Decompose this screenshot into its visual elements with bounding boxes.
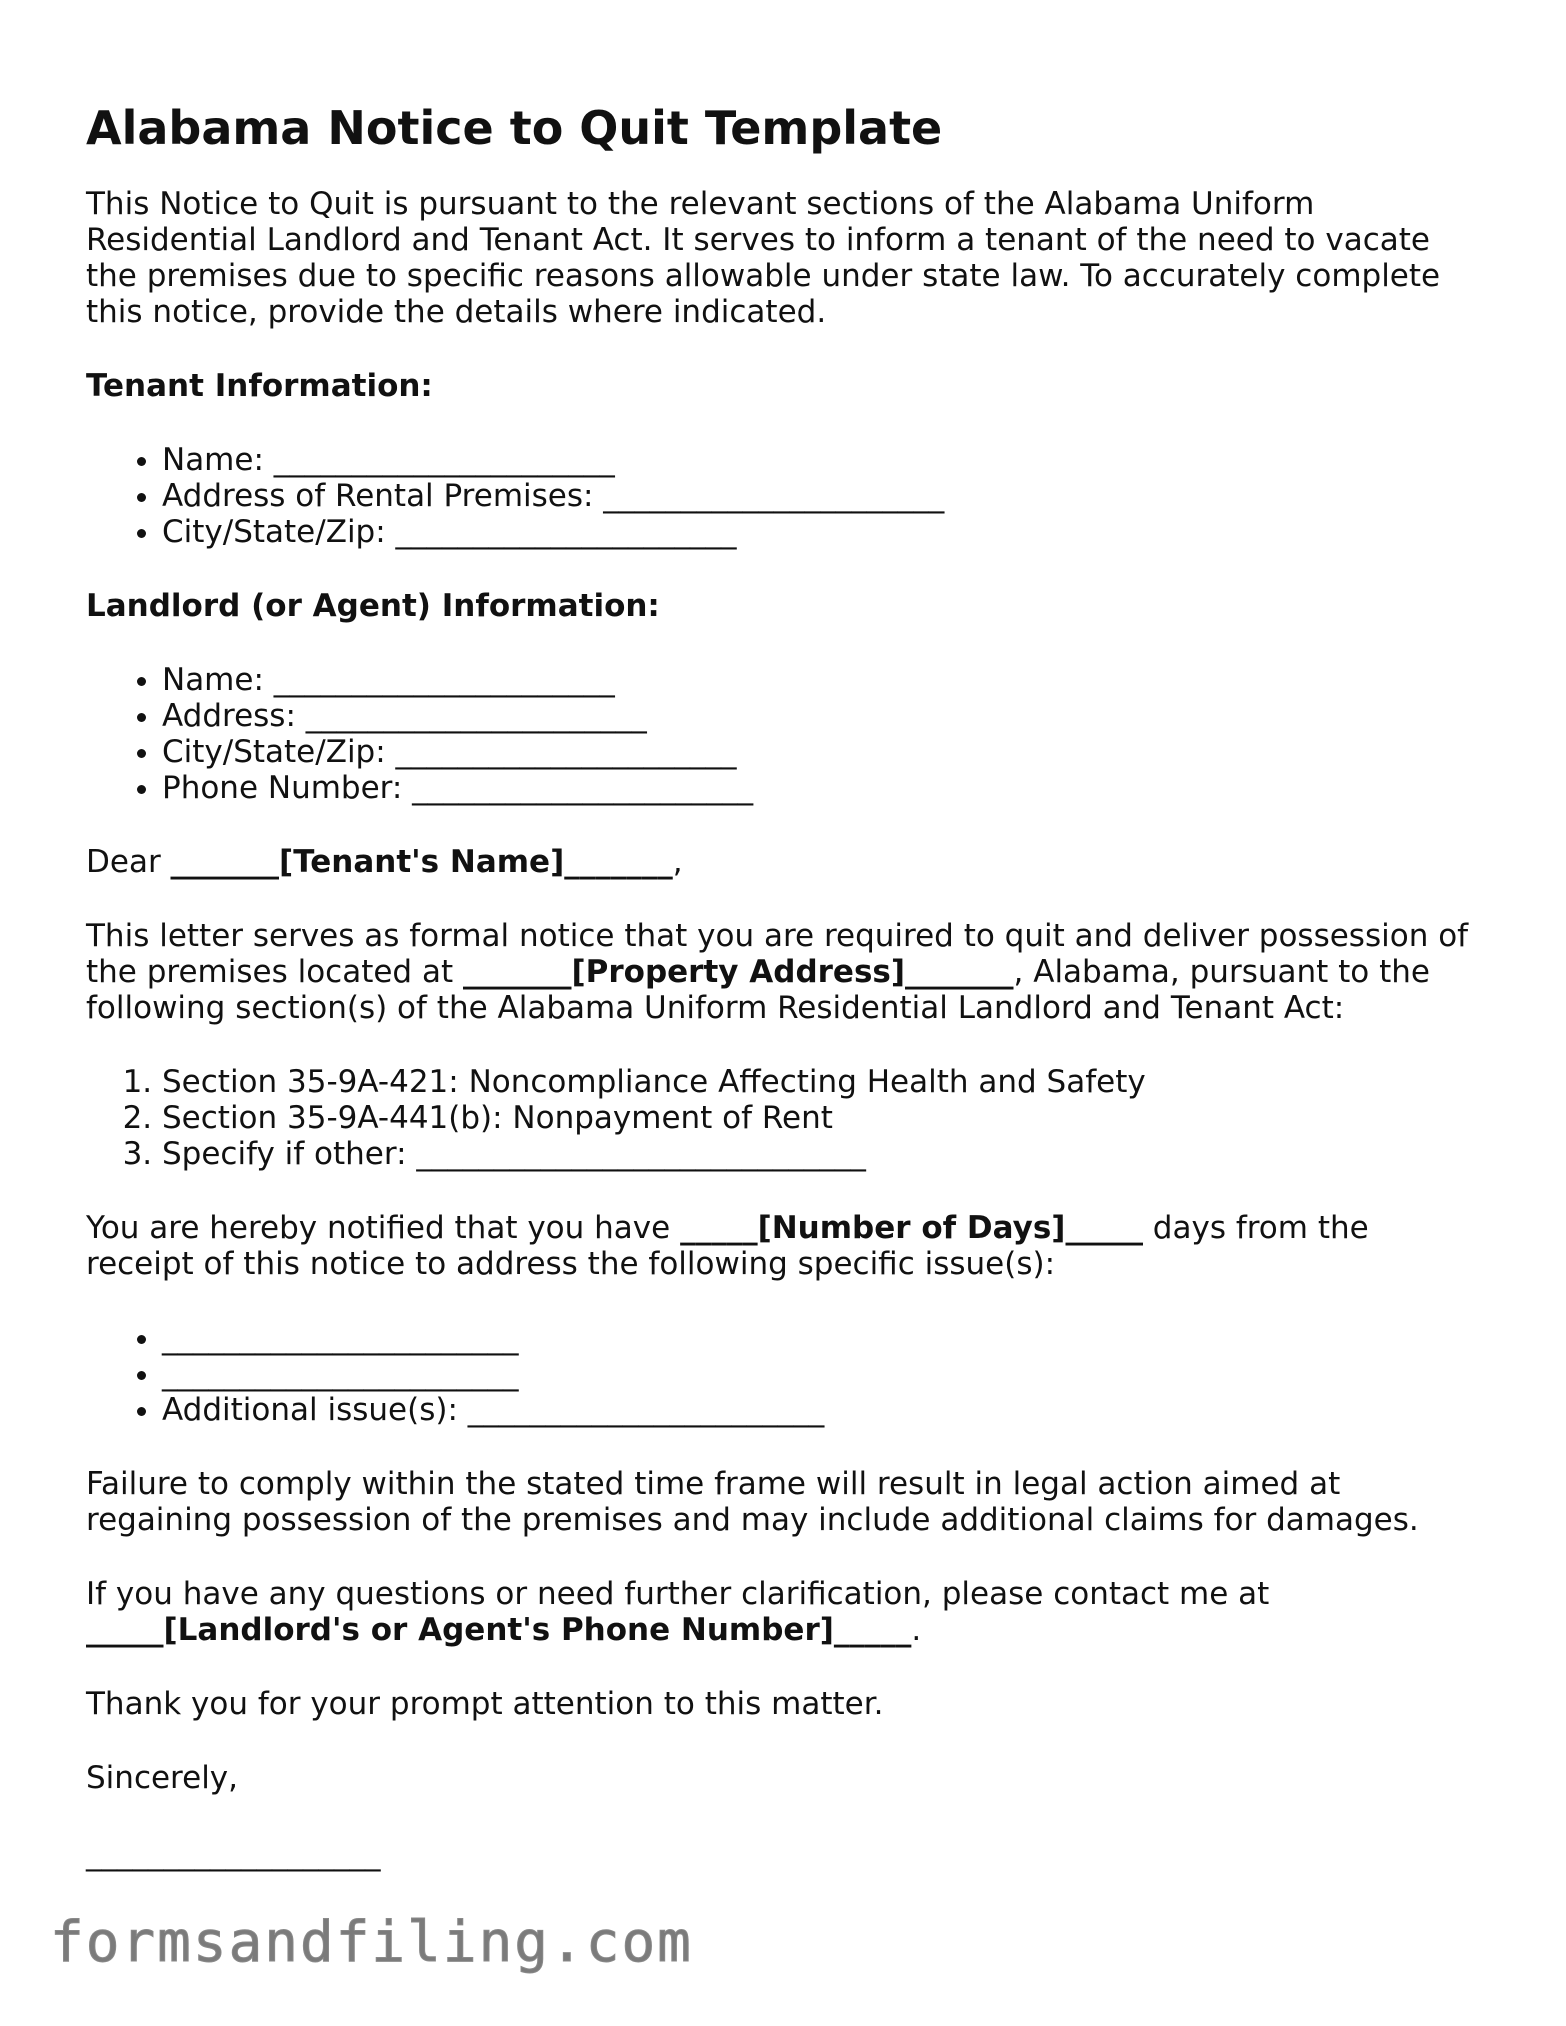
property-address-placeholder: _______[Property Address]_______ bbox=[462, 954, 1014, 990]
issue-item: • Additional issue(s): _______________________ bbox=[162, 1392, 1486, 1428]
landlord-info-heading: Landlord (or Agent) Information: bbox=[86, 588, 660, 624]
landlord-phone-field: • Phone Number: ______________________ bbox=[162, 770, 1486, 806]
notice-text-part1: This letter serves as formal notice that you are required to quit and deliver possession of the premises located at bbox=[86, 918, 1469, 990]
notice-document bbox=[86, 100, 1486, 1872]
landlord-name-field: • Name: ______________________ bbox=[162, 662, 1486, 698]
greeting-suffix: , bbox=[672, 844, 683, 880]
contact-suffix: . bbox=[911, 1612, 922, 1648]
tenant-address-field: • Address of Rental Premises: ______________________ bbox=[162, 478, 1486, 514]
closing: Sincerely, bbox=[86, 1760, 239, 1796]
failure-paragraph: Failure to comply within the stated time frame will result in legal action aimed at regaining possession of the premises and may include additional claims for damages. bbox=[86, 1466, 1419, 1538]
greeting bbox=[86, 844, 1486, 880]
tenant-city-state-zip-field: • City/State/Zip: ______________________ bbox=[162, 514, 1486, 550]
intro-paragraph: This Notice to Quit is pursuant to the relevant sections of the Alabama Uniform Residential Landlord and Tenant Act. It serves to inform a tenant of the need to vacate the premises due to specific reasons allowable under state law. To accurately complete this notice, provide the details where indicated. bbox=[86, 186, 1441, 330]
document-title: Alabama Notice to Quit Template bbox=[86, 101, 943, 155]
thanks-paragraph: Thank you for your prompt attention to this matter. bbox=[86, 1686, 884, 1722]
landlord-city-state-zip-field: • City/State/Zip: ______________________ bbox=[162, 734, 1486, 770]
tenant-name-placeholder: _______[Tenant's Name]_______ bbox=[170, 844, 673, 880]
tenant-info-list bbox=[86, 442, 1486, 550]
greeting-prefix: Dear bbox=[86, 844, 171, 880]
section-item: 2. Section 35-9A-441(b): Nonpayment of Rent bbox=[162, 1100, 1486, 1136]
number-of-days-placeholder: _____[Number of Days]_____ bbox=[680, 1210, 1143, 1246]
phone-number-placeholder: _____[Landlord's or Agent's Phone Number]_____ bbox=[86, 1612, 912, 1648]
issue-item: • _______________________ bbox=[162, 1320, 1486, 1356]
section-item: 3. Specify if other: _____________________________ bbox=[162, 1136, 1486, 1172]
signature-line: ___________________ bbox=[86, 1836, 381, 1872]
landlord-info-list bbox=[86, 662, 1486, 806]
contact-text: If you have any questions or need further clarification, please contact me at bbox=[86, 1576, 1270, 1612]
notice-text-part2: , Alabama, pursuant to the following section(s) of the Alabama Uniform Residential Landlord and Tenant Act: bbox=[86, 954, 1431, 1026]
section-item: 1. Section 35-9A-421: Noncompliance Affecting Health and Safety bbox=[162, 1064, 1486, 1100]
landlord-address-field: • Address: ______________________ bbox=[162, 698, 1486, 734]
tenant-info-heading: Tenant Information: bbox=[86, 368, 433, 404]
watermark: formsandfiling.com bbox=[50, 1910, 693, 1975]
days-text-part2: days from the receipt of this notice to address the following specific issue(s): bbox=[86, 1210, 1369, 1282]
statute-sections-list bbox=[86, 1064, 1486, 1172]
issues-list bbox=[86, 1320, 1486, 1428]
days-paragraph bbox=[86, 1210, 1486, 1282]
notice-paragraph bbox=[86, 918, 1486, 1026]
tenant-name-field: • Name: ______________________ bbox=[162, 442, 1486, 478]
issue-item: • _______________________ bbox=[162, 1356, 1486, 1392]
days-text-part1: You are hereby notified that you have bbox=[86, 1210, 681, 1246]
contact-paragraph bbox=[86, 1576, 1486, 1648]
